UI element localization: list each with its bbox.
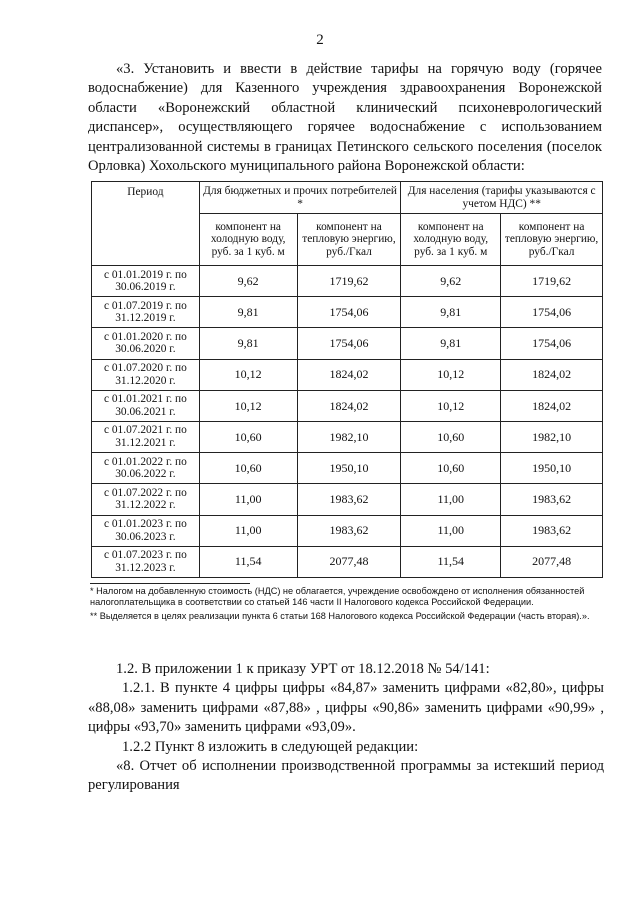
budget-heat-cell: 2077,48 (297, 546, 401, 577)
budget-heat-cell: 1982,10 (297, 421, 401, 452)
period-cell: с 01.01.2019 г. по 30.06.2019 г. (92, 266, 200, 297)
budget-cold-cell: 10,12 (199, 359, 297, 390)
population-heat-cell: 1950,10 (501, 453, 603, 484)
budget-heat-cell: 1754,06 (297, 328, 401, 359)
footnote-population: ** Выделяется в целях реализации пункта 6 статьи 168 Налогового кодекса Российской Федерации (часть вторая).». (90, 610, 590, 621)
budget-cold-cell: 9,81 (199, 328, 297, 359)
period-cell: с 01.07.2020 г. по 31.12.2020 г. (92, 359, 200, 390)
footnote-vat: * Налогом на добавленную стоимость (НДС) не облагается, учреждение освобождено от исполнения обязанностей налогоплательщика в соответствии со статьей 146 части II Налогового кодекса Российской Федерации. (90, 586, 585, 608)
population-heat-cell: 1754,06 (501, 297, 603, 328)
intro-text: «3. Установить и ввести в действие тарифы на горячую воду (горячее водоснабжение) для Казенного учреждения здравоохранения Воронежской области «Воронежский областной клинический психоневрологический диспансер», осуществляющего горячее водоснабжение с использованием централизованной системы в границах Петинского сельского поселения (поселок Орловка) Хохольского муниципального района Воронежской области: (88, 61, 602, 175)
tariff-table (91, 181, 603, 578)
population-heat-cell: 1983,62 (501, 515, 603, 546)
header-population: Для населения (тарифы указываются с учетом НДС) ** (401, 182, 603, 214)
footnotes (90, 586, 604, 624)
period-cell: с 01.01.2023 г. по 30.06.2023 г. (92, 515, 200, 546)
tariff-table-body (92, 266, 603, 578)
budget-heat-cell: 1950,10 (297, 453, 401, 484)
table-row (92, 359, 603, 390)
budget-cold-cell: 10,60 (199, 421, 297, 452)
budget-cold-cell: 9,81 (199, 297, 297, 328)
table-row (92, 546, 603, 577)
population-cold-cell: 10,12 (401, 359, 501, 390)
period-cell: с 01.07.2022 г. по 31.12.2022 г. (92, 484, 200, 515)
paragraph-8: «8. Отчет об исполнении производственной программы за истекший период регулирования (88, 758, 604, 794)
budget-cold-cell: 9,62 (199, 266, 297, 297)
period-cell: с 01.07.2019 г. по 31.12.2019 г. (92, 297, 200, 328)
population-heat-cell: 1983,62 (501, 484, 603, 515)
table-row (92, 390, 603, 421)
table-row (92, 515, 603, 546)
budget-heat-cell: 1983,62 (297, 515, 401, 546)
budget-heat-cell: 1983,62 (297, 484, 401, 515)
period-cell: с 01.07.2023 г. по 31.12.2023 г. (92, 546, 200, 577)
population-cold-cell: 10,60 (401, 453, 501, 484)
header-budget: Для бюджетных и прочих потребителей * (199, 182, 401, 214)
budget-heat-cell: 1754,06 (297, 297, 401, 328)
population-cold-cell: 11,00 (401, 484, 501, 515)
budget-cold-cell: 10,60 (199, 453, 297, 484)
subheader-population-cold: компонент на холодную воду, руб. за 1 куб. м (401, 214, 501, 266)
paragraph-1-2-2: 1.2.2 Пункт 8 изложить в следующей редакции: (122, 738, 419, 755)
period-cell: с 01.01.2020 г. по 30.06.2020 г. (92, 328, 200, 359)
table-row (92, 328, 603, 359)
budget-heat-cell: 1824,02 (297, 390, 401, 421)
budget-heat-cell: 1824,02 (297, 359, 401, 390)
subheader-budget-heat: компонент на тепловую энергию, руб./Гкал (297, 214, 401, 266)
header-period: Период (92, 182, 200, 266)
paragraph-1-2: 1.2. В приложении 1 к приказу УРТ от 18.12.2018 № 54/141: (116, 661, 490, 677)
paragraph-1-2-1: 1.2.1. В пункте 4 цифры цифры «84,87» заменить цифрами «82,80», цифры «88,08» заменить цифрами «87,88» , цифры «90,86» заменить цифрами «90,99» , цифры «93,70» заменить цифрами «93,09». (88, 680, 604, 736)
population-heat-cell: 2077,48 (501, 546, 603, 577)
population-heat-cell: 1824,02 (501, 359, 603, 390)
period-cell: с 01.01.2021 г. по 30.06.2021 г. (92, 390, 200, 421)
population-cold-cell: 11,54 (401, 546, 501, 577)
budget-cold-cell: 11,00 (199, 484, 297, 515)
budget-cold-cell: 11,00 (199, 515, 297, 546)
population-cold-cell: 10,12 (401, 390, 501, 421)
table-row (92, 297, 603, 328)
population-heat-cell: 1754,06 (501, 328, 603, 359)
subheader-population-heat: компонент на тепловую энергию, руб./Гкал (501, 214, 603, 266)
page-number: 2 (316, 32, 324, 48)
intro-paragraph (88, 60, 602, 176)
table-row (92, 484, 603, 515)
period-cell: с 01.01.2022 г. по 30.06.2022 г. (92, 453, 200, 484)
population-cold-cell: 9,81 (401, 328, 501, 359)
subheader-budget-cold: компонент на холодную воду, руб. за 1 куб. м (199, 214, 297, 266)
population-heat-cell: 1824,02 (501, 390, 603, 421)
population-cold-cell: 11,00 (401, 515, 501, 546)
budget-heat-cell: 1719,62 (297, 266, 401, 297)
table-row (92, 266, 603, 297)
population-heat-cell: 1719,62 (501, 266, 603, 297)
body-text (88, 660, 604, 796)
footnote-divider (90, 583, 250, 584)
population-heat-cell: 1982,10 (501, 421, 603, 452)
population-cold-cell: 9,62 (401, 266, 501, 297)
table-row (92, 453, 603, 484)
period-cell: с 01.07.2021 г. по 31.12.2021 г. (92, 421, 200, 452)
population-cold-cell: 9,81 (401, 297, 501, 328)
budget-cold-cell: 10,12 (199, 390, 297, 421)
budget-cold-cell: 11,54 (199, 546, 297, 577)
population-cold-cell: 10,60 (401, 421, 501, 452)
table-row (92, 421, 603, 452)
